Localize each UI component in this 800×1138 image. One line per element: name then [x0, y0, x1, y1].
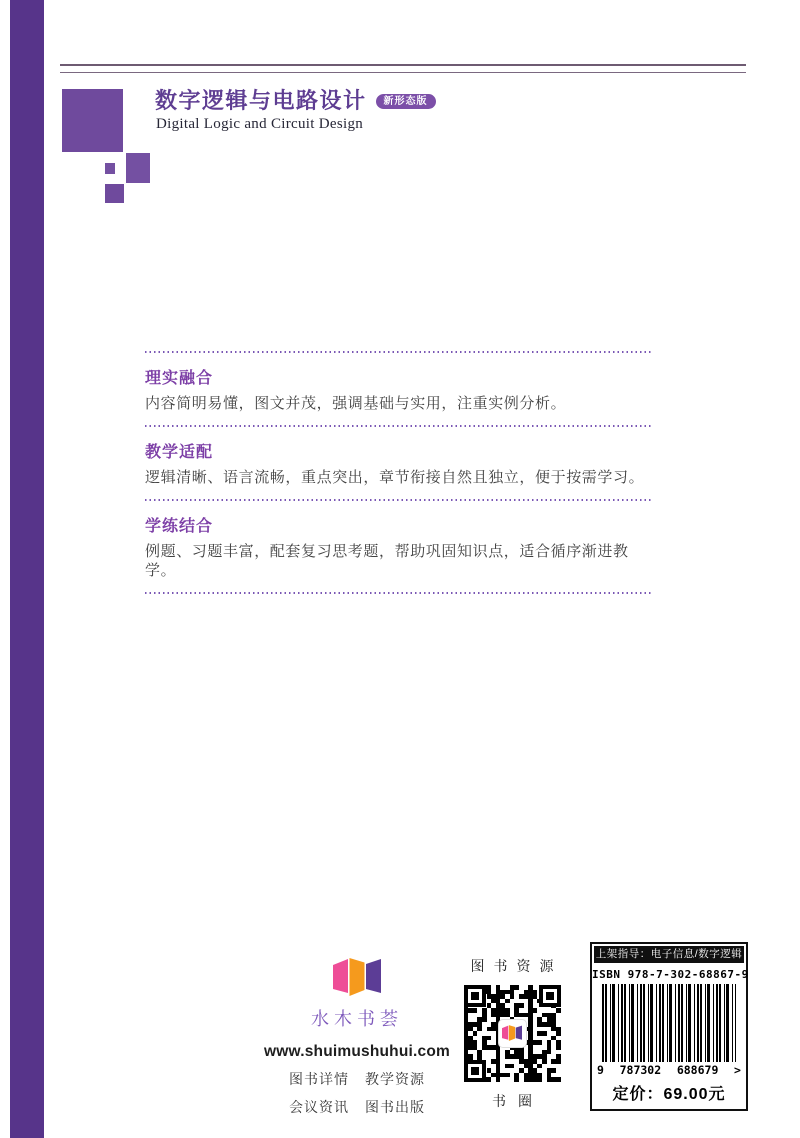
- link-teaching-resources: 教学资源: [365, 1071, 425, 1087]
- barcode-digit-lead: 9: [597, 1063, 604, 1077]
- deco-square-lower: [105, 184, 124, 203]
- qr-label-top: 图书资源: [470, 958, 563, 974]
- qr-logo-icon: [502, 1025, 522, 1042]
- book-subtitle-english: Digital Logic and Circuit Design: [156, 116, 364, 132]
- title-row: [155, 84, 436, 115]
- qr-finder-top-left: [464, 985, 486, 1007]
- qr-finder-bottom-left: [464, 1060, 486, 1082]
- feature-list: [145, 351, 651, 594]
- rule-line-thick: [60, 64, 746, 66]
- qr-code: [464, 985, 561, 1082]
- dotted-divider: [145, 592, 651, 594]
- publisher-links-row1: [262, 1069, 452, 1089]
- dotted-divider: [145, 499, 651, 501]
- barcode-digits: [592, 1063, 746, 1077]
- barcode-digit-group1: 787302: [619, 1063, 662, 1077]
- link-book-details: 图书详情: [289, 1071, 349, 1087]
- deco-square-small: [105, 163, 115, 174]
- feature-desc: 例题、习题丰富，配套复习思考题，帮助巩固知识点，适合循序渐进教学。: [145, 543, 629, 579]
- qr-label-bottom: 书圈: [492, 1093, 544, 1109]
- rule-line-thin: [60, 72, 746, 73]
- dotted-divider: [145, 351, 651, 353]
- publisher-links-row2: [262, 1097, 452, 1117]
- barcode-arrow: >: [734, 1063, 741, 1077]
- edition-badge: 新形态版: [376, 94, 436, 109]
- link-conference-info: 会议资讯: [289, 1099, 349, 1115]
- feature-title: 教学适配: [145, 444, 214, 461]
- publisher-website: www.shuimushuhui.com: [264, 1043, 450, 1060]
- left-accent-stripe: [10, 0, 44, 1138]
- barcode-bars: [602, 984, 736, 1062]
- dotted-divider: [145, 425, 651, 427]
- isbn-text: ISBN 978-7-302-68867-9: [592, 968, 749, 981]
- qr-center-logo: [498, 1019, 527, 1048]
- top-double-rule: [60, 64, 746, 73]
- shelf-guide-label: 上架指导：电子信息/数字逻辑: [594, 946, 744, 963]
- feature-title: 理实融合: [145, 370, 214, 387]
- feature-title: 学练结合: [145, 518, 214, 535]
- deco-square-medium: [126, 153, 150, 183]
- link-book-publishing: 图书出版: [365, 1099, 425, 1115]
- book-title: 数字逻辑与电路设计: [155, 88, 367, 113]
- feature-desc: 逻辑清晰、语言流畅，重点突出，章节衔接自然且独立，便于按需学习。: [145, 469, 645, 486]
- publisher-logo-icon: [333, 958, 381, 998]
- price-text: 定价：69.00元: [612, 1086, 726, 1103]
- feature-item: [145, 517, 651, 580]
- feature-item: [145, 369, 651, 413]
- barcode-digit-group2: 688679: [676, 1063, 719, 1077]
- qr-finder-top-right: [539, 985, 561, 1007]
- barcode-box: [590, 942, 748, 1111]
- publisher-block: [262, 958, 452, 1117]
- feature-item: [145, 443, 651, 487]
- qr-column: [457, 956, 567, 1111]
- feature-desc: 内容简明易懂，图文并茂，强调基础与实用，注重实例分析。: [145, 395, 567, 412]
- publisher-brand-name: 水木书荟: [311, 1009, 403, 1029]
- deco-square-large: [62, 89, 123, 152]
